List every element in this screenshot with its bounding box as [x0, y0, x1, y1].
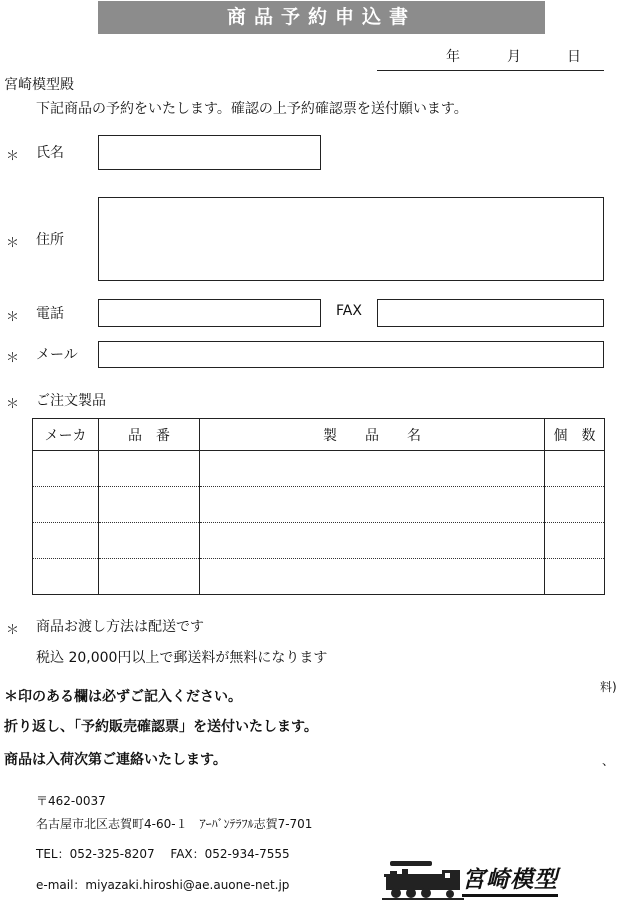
- table-row: [33, 451, 605, 487]
- email-label: メール: [36, 347, 78, 363]
- shop-address: 名古屋市北区志賀町4-60-１ ｱｰﾊﾞﾝﾃﾗﾌﾙ志賀7-701: [36, 817, 313, 831]
- part-number-header: 品 番: [99, 419, 200, 451]
- quantity-cell[interactable]: [545, 523, 605, 559]
- product-name-cell[interactable]: [200, 523, 545, 559]
- table-row: [33, 559, 605, 595]
- product-name-header: 製 品 名: [200, 419, 545, 451]
- reply-note: 折り返し、「予約販売確認票」を送付いたします。: [4, 719, 318, 735]
- name-field[interactable]: [98, 135, 321, 170]
- date-year-label: 年: [446, 49, 460, 65]
- maker-cell[interactable]: [33, 523, 99, 559]
- shop-email: e-mail：miyazaki.hiroshi@ae.auone-net.jp: [36, 878, 290, 892]
- product-name-cell[interactable]: [200, 559, 545, 595]
- logo-text: 宮崎模型: [462, 866, 558, 897]
- name-label: 氏名: [36, 145, 64, 161]
- product-name-cell[interactable]: [200, 487, 545, 523]
- addressee: 宮崎模型殿: [4, 77, 74, 93]
- product-name-cell[interactable]: [200, 451, 545, 487]
- fax-label: FAX: [336, 303, 362, 319]
- quantity-cell[interactable]: [545, 487, 605, 523]
- required-fields-note: ＊印のある欄は必ずご記入ください。: [4, 689, 242, 705]
- delivery-method: 商品お渡し方法は配送です: [36, 619, 204, 635]
- required-mark: ＊: [6, 397, 20, 412]
- required-mark: ＊: [6, 149, 20, 164]
- tel-fax: TEL：052-325-8207 FAX：052-934-7555: [36, 847, 290, 861]
- part-number-cell[interactable]: [99, 487, 200, 523]
- maker-cell[interactable]: [33, 451, 99, 487]
- table-row: [33, 487, 605, 523]
- required-mark: ＊: [6, 351, 20, 366]
- date-underline: [377, 70, 604, 71]
- email-field[interactable]: [98, 341, 604, 368]
- table-row: [33, 523, 605, 559]
- free-shipping-note: 税込 20,000円以上で郵送料が無料になります: [36, 650, 328, 666]
- part-number-cell[interactable]: [99, 559, 200, 595]
- date-month-label: 月: [507, 49, 521, 65]
- quantity-cell[interactable]: [545, 451, 605, 487]
- required-mark: ＊: [6, 310, 20, 325]
- postal-code: 〒462-0037: [36, 794, 106, 808]
- required-mark: ＊: [6, 623, 20, 638]
- required-mark: ＊: [6, 236, 20, 251]
- phone-label: 電話: [36, 306, 64, 322]
- maker-cell[interactable]: [33, 559, 99, 595]
- order-label: ご注文製品: [36, 393, 106, 409]
- part-number-cell[interactable]: [99, 523, 200, 559]
- intro-text: 下記商品の予約をいたします。確認の上予約確認票を送付願います。: [36, 101, 468, 117]
- address-label: 住所: [36, 232, 64, 248]
- order-table-header: [33, 419, 605, 451]
- maker-header: メーカ: [33, 419, 99, 451]
- text-fragment: 料): [600, 680, 617, 694]
- part-number-cell[interactable]: [99, 451, 200, 487]
- phone-field[interactable]: [98, 299, 321, 327]
- page-title: 商品予約申込書: [98, 1, 545, 34]
- quantity-cell[interactable]: [545, 559, 605, 595]
- contact-note: 商品は入荷次第ご連絡いたします。: [4, 752, 227, 768]
- quantity-header: 個 数: [545, 419, 605, 451]
- shop-logo: [382, 858, 587, 900]
- text-fragment: 、: [602, 754, 615, 768]
- address-field[interactable]: [98, 197, 604, 281]
- steam-locomotive-icon: [382, 858, 464, 900]
- maker-cell[interactable]: [33, 487, 99, 523]
- order-table: [32, 418, 605, 595]
- date-day-label: 日: [567, 49, 581, 65]
- fax-field[interactable]: [377, 299, 604, 327]
